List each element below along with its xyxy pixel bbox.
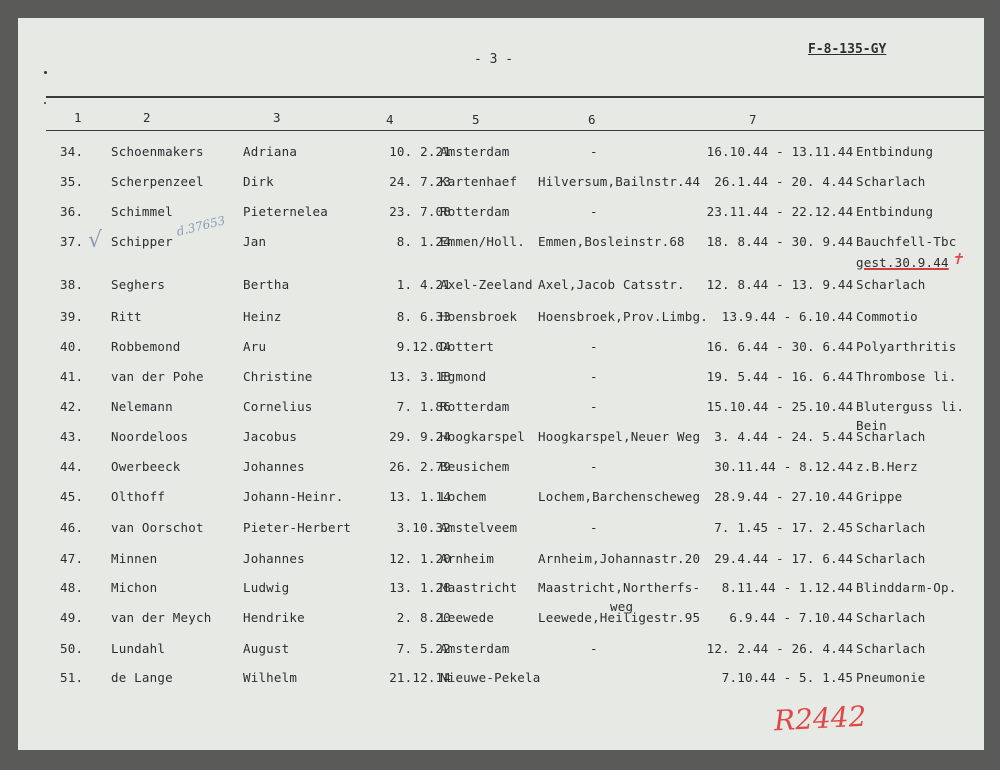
stay-period: 13.9.44 - 6.10.44 (721, 309, 854, 324)
first-name: Bertha (243, 277, 290, 292)
first-name: Johannes (243, 551, 305, 566)
row-number: 34. (60, 144, 84, 159)
diagnosis: Scharlach (856, 429, 926, 444)
origin: Nieuwe-Pekela (440, 670, 541, 685)
origin: Amsterdam (440, 144, 510, 159)
surname: Lundahl (111, 641, 166, 656)
address: - (590, 641, 598, 656)
diagnosis: Polyarthritis (856, 339, 957, 354)
checkmark-annotation: √ (88, 228, 103, 253)
birth-date: 23. 7.08 (389, 204, 451, 219)
diagnosis: Bluterguss li. (856, 399, 965, 414)
birth-date: 26. 2.79 (389, 459, 451, 474)
row37-death-note: gest.30.9.44 (856, 255, 949, 270)
row-number: 51. (60, 670, 84, 685)
address: Maastricht,Northerfs- (538, 580, 701, 595)
address: - (590, 144, 598, 159)
row-number: 48. (60, 580, 84, 595)
surname: van der Meych (111, 610, 212, 625)
stay-period: 29.4.44 - 17. 6.44 (714, 551, 854, 566)
origin: Emmen/Holl. (440, 234, 525, 249)
surname: Ritt (111, 309, 142, 324)
stay-period: 18. 8.44 - 30. 9.44 (706, 234, 854, 249)
diagnosis: Bauchfell-Tbc (856, 234, 957, 249)
birth-date: 8. 1.24 (396, 234, 451, 249)
surname: Nelemann (111, 399, 173, 414)
row48-continuation: weg (610, 599, 634, 614)
row-number: 36. (60, 204, 84, 219)
birth-date: 29. 9.24 (389, 429, 451, 444)
first-name: Pieter-Herbert (243, 520, 352, 535)
birth-date: 1. 4.21 (396, 277, 451, 292)
diagnosis: Scharlach (856, 610, 926, 625)
stay-period: 12. 8.44 - 13. 9.44 (706, 277, 854, 292)
row-number: 40. (60, 339, 84, 354)
surname: Seghers (111, 277, 166, 292)
col-header-2: 2 (143, 110, 151, 125)
surname: de Lange (111, 670, 173, 685)
first-name: Adriana (243, 144, 298, 159)
row-number: 45. (60, 489, 84, 504)
first-name: August (243, 641, 290, 656)
col-header-6: 6 (588, 112, 596, 127)
diagnosis: Thrombose li. (856, 369, 957, 384)
birth-date: 3.10.32 (396, 520, 451, 535)
row-number: 50. (60, 641, 84, 656)
address: - (590, 520, 598, 535)
cross-mark: ✝ (951, 250, 964, 268)
first-name: Pieternelea (243, 204, 328, 219)
diagnosis: Scharlach (856, 277, 926, 292)
row-number: 37. (60, 234, 84, 249)
row42-continuation: Bein (856, 418, 887, 433)
archive-code: R2442 (773, 699, 868, 738)
surname: Minnen (111, 551, 158, 566)
first-name: Johann-Heinr. (243, 489, 344, 504)
page-number: - 3 - (474, 52, 514, 67)
first-name: Aru (243, 339, 267, 354)
origin: Leewede (440, 610, 495, 625)
header-rule (46, 130, 984, 131)
handwritten-number: d.37653 (175, 213, 227, 239)
birth-date: 24. 7.23 (389, 174, 451, 189)
address: - (590, 339, 598, 354)
stay-period: 7.10.44 - 5. 1.45 (721, 670, 854, 685)
address: - (590, 204, 598, 219)
surname: Schimmel (111, 204, 173, 219)
stay-period: 12. 2.44 - 26. 4.44 (706, 641, 854, 656)
birth-date: 2. 8.20 (396, 610, 451, 625)
surname: van der Pohe (111, 369, 204, 384)
row-number: 35. (60, 174, 84, 189)
stay-period: 19. 5.44 - 16. 6.44 (706, 369, 854, 384)
row-number: 46. (60, 520, 84, 535)
stay-period: 8.11.44 - 1.12.44 (721, 580, 854, 595)
birth-date: 21.12.14 (389, 670, 451, 685)
surname: Owerbeeck (111, 459, 181, 474)
row-number: 44. (60, 459, 84, 474)
punch-mark (44, 71, 47, 74)
stay-period: 7. 1.45 - 17. 2.45 (714, 520, 854, 535)
col-header-7: 7 (749, 112, 757, 127)
origin: Amstelveem (440, 520, 518, 535)
diagnosis: Entbindung (856, 144, 934, 159)
address: - (590, 399, 598, 414)
surname: Schipper (111, 234, 173, 249)
stay-period: 6.9.44 - 7.10.44 (729, 610, 854, 625)
first-name: Johannes (243, 459, 305, 474)
address: - (590, 369, 598, 384)
col-header-5: 5 (472, 112, 480, 127)
origin: Rotterdam (440, 204, 510, 219)
origin: Maastricht (440, 580, 518, 595)
address: Axel,Jacob Catsstr. (538, 277, 685, 292)
origin: Lochem (440, 489, 487, 504)
stay-period: 16.10.44 - 13.11.44 (706, 144, 854, 159)
first-name: Jacobus (243, 429, 298, 444)
stay-period: 30.11.44 - 8.12.44 (714, 459, 854, 474)
diagnosis: Scharlach (856, 551, 926, 566)
address: - (590, 459, 598, 474)
origin: Amsterdam (440, 641, 510, 656)
row-number: 42. (60, 399, 84, 414)
top-rule (46, 96, 984, 98)
surname: Olthoff (111, 489, 166, 504)
birth-date: 7. 5.22 (396, 641, 451, 656)
origin: Egmond (440, 369, 487, 384)
address: Hilversum,Bailnstr.44 (538, 174, 701, 189)
diagnosis: Pneumonie (856, 670, 926, 685)
birth-date: 9.12.04 (396, 339, 451, 354)
diagnosis: Grippe (856, 489, 903, 504)
diagnosis: Commotio (856, 309, 918, 324)
birth-date: 12. 1.20 (389, 551, 451, 566)
diagnosis: z.B.Herz (856, 459, 918, 474)
surname: Michon (111, 580, 158, 595)
surname: Schoenmakers (111, 144, 204, 159)
address: Emmen,Bosleinstr.68 (538, 234, 685, 249)
stay-period: 16. 6.44 - 30. 6.44 (706, 339, 854, 354)
diagnosis: Scharlach (856, 520, 926, 535)
address: Hoogkarspel,Neuer Weg (538, 429, 701, 444)
stay-period: 26.1.44 - 20. 4.44 (714, 174, 854, 189)
diagnosis: Blinddarm-Op. (856, 580, 957, 595)
address: Arnheim,Johannastr.20 (538, 551, 701, 566)
diagnosis: Scharlach (856, 641, 926, 656)
first-name: Jan (243, 234, 267, 249)
origin: Beusichem (440, 459, 510, 474)
birth-date: 13. 3.18 (389, 369, 451, 384)
first-name: Cornelius (243, 399, 313, 414)
row-number: 39. (60, 309, 84, 324)
reference-code: F-8-135-GY (808, 42, 887, 57)
first-name: Ludwig (243, 580, 290, 595)
surname: van Oorschot (111, 520, 204, 535)
first-name: Hendrike (243, 610, 305, 625)
stay-period: 28.9.44 - 27.10.44 (714, 489, 854, 504)
address: Hoensbroek,Prov.Limbg. (538, 309, 708, 324)
row-number: 43. (60, 429, 84, 444)
origin: Rotterdam (440, 399, 510, 414)
stay-period: 23.11.44 - 22.12.44 (706, 204, 854, 219)
surname: Noordeloos (111, 429, 189, 444)
first-name: Dirk (243, 174, 274, 189)
first-name: Wilhelm (243, 670, 298, 685)
surname: Scherpenzeel (111, 174, 204, 189)
address: Lochem,Barchenscheweg (538, 489, 701, 504)
surname: Robbemond (111, 339, 181, 354)
row-number: 38. (60, 277, 84, 292)
origin: Dottert (440, 339, 495, 354)
first-name: Christine (243, 369, 313, 384)
col-header-1: 1 (74, 110, 82, 125)
row-number: 41. (60, 369, 84, 384)
birth-date: 7. 1.86 (396, 399, 451, 414)
origin: Axel-Zeeland (440, 277, 533, 292)
first-name: Heinz (243, 309, 282, 324)
row-number: 47. (60, 551, 84, 566)
origin: Hoogkarspel (440, 429, 525, 444)
birth-date: 13. 1.28 (389, 580, 451, 595)
birth-date: 13. 1.14 (389, 489, 451, 504)
punch-mark (44, 102, 46, 104)
origin: Kartenhaef (440, 174, 518, 189)
col-header-3: 3 (273, 110, 281, 125)
origin: Arnheim (440, 551, 495, 566)
birth-date: 8. 6.33 (396, 309, 451, 324)
birth-date: 10. 2.21 (389, 144, 451, 159)
diagnosis: Entbindung (856, 204, 934, 219)
diagnosis: Scharlach (856, 174, 926, 189)
stay-period: 3. 4.44 - 24. 5.44 (714, 429, 854, 444)
row-number: 49. (60, 610, 84, 625)
col-header-4: 4 (386, 112, 394, 127)
address: Leewede,Heiligestr.95 (538, 610, 701, 625)
origin: Hoensbroek (440, 309, 518, 324)
stay-period: 15.10.44 - 25.10.44 (706, 399, 854, 414)
